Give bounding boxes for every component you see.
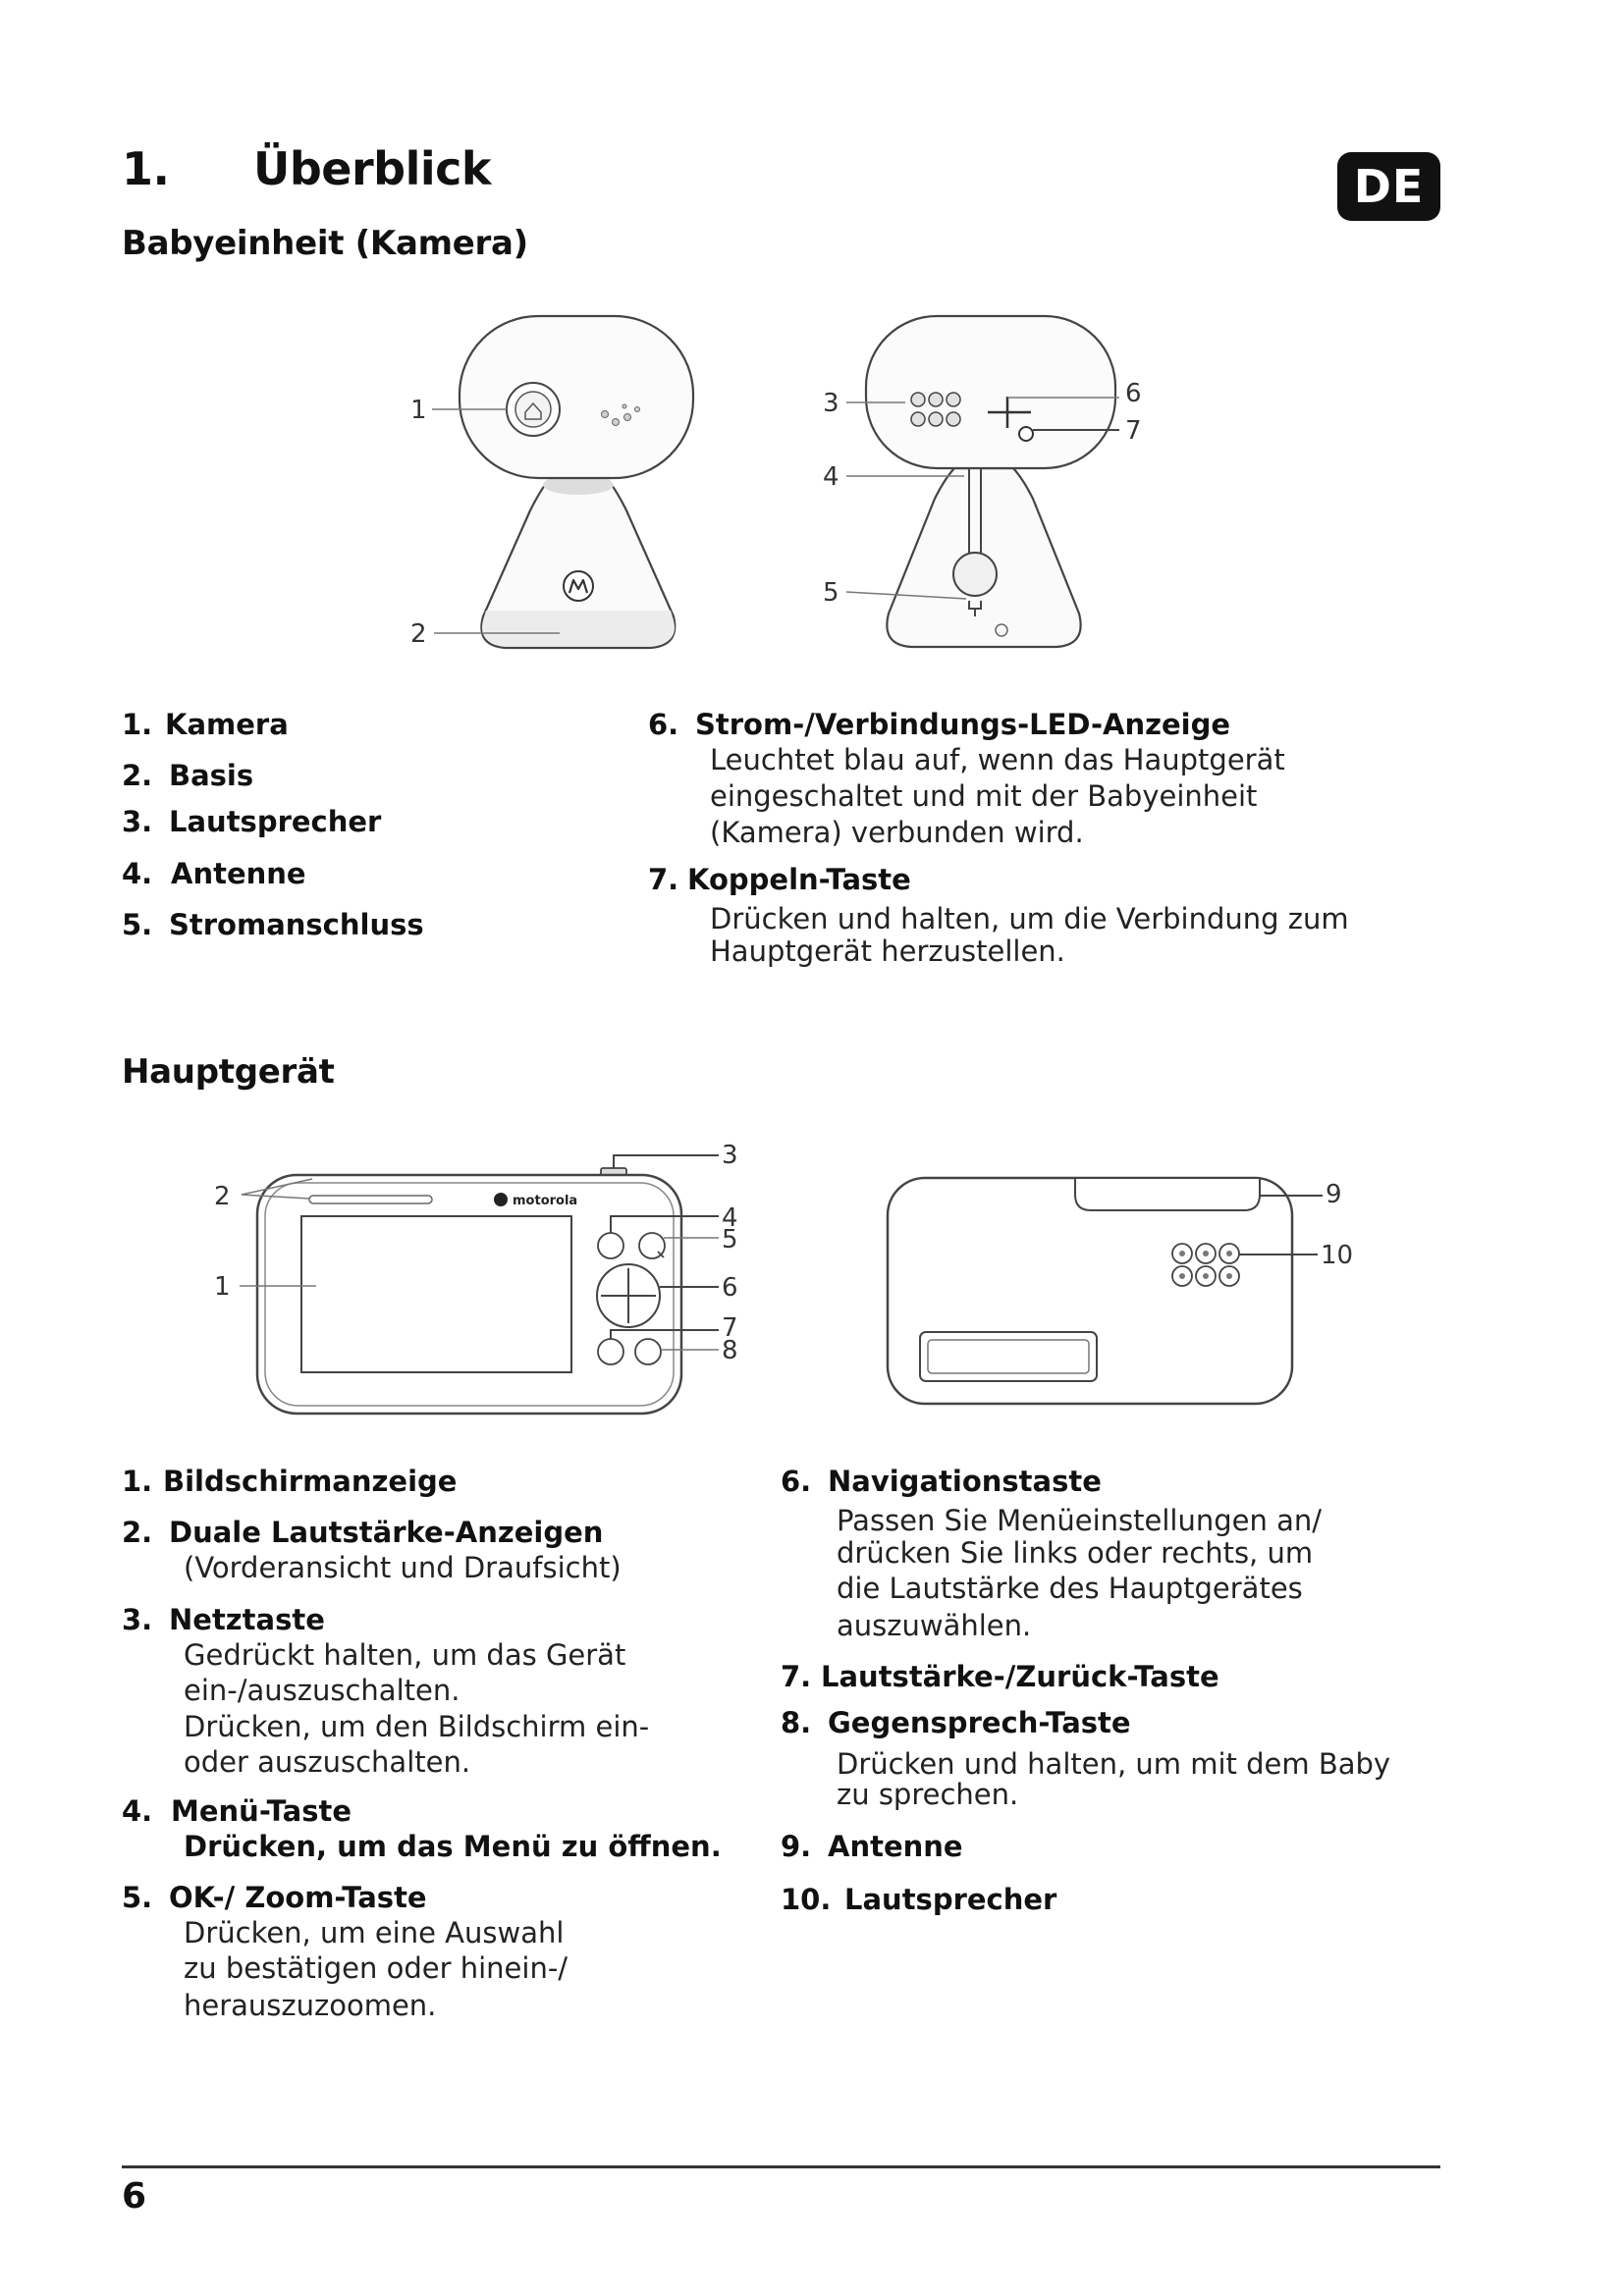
camera-item xyxy=(122,707,289,742)
item-number: 4. xyxy=(122,857,153,890)
item-description-line: zu bestätigen oder hinein-/ xyxy=(184,1951,568,1985)
figure-label: 5 xyxy=(823,578,839,608)
camera-item xyxy=(122,907,424,942)
camera-item xyxy=(122,804,381,839)
monitor-item xyxy=(781,1464,1102,1499)
item-description-line: (Kamera) verbunden wird. xyxy=(710,816,1084,849)
item-description-line: Passen Sie Menüeinstellungen an/ xyxy=(837,1504,1323,1537)
camera-item xyxy=(122,758,253,793)
item-number: 6. xyxy=(648,708,679,741)
item-description-line: die Lautstärke des Hauptgerätes xyxy=(837,1572,1303,1605)
monitor-item xyxy=(122,1880,427,1915)
monitor-item xyxy=(122,1515,603,1550)
item-label: OK-/ Zoom-Taste xyxy=(169,1881,427,1914)
item-description-line: Drücken und halten, um die Verbindung zum xyxy=(710,902,1349,935)
figure-label: 8 xyxy=(722,1336,738,1365)
monitor-antenna xyxy=(1075,1178,1260,1210)
camera-item xyxy=(648,862,911,897)
item-description-line: herauszuzoomen. xyxy=(184,1989,437,2022)
camera-back-view xyxy=(823,316,1142,647)
item-number: 1. xyxy=(122,1465,153,1498)
item-label: Antenne xyxy=(171,857,306,890)
item-label: Navigationstaste xyxy=(828,1465,1102,1498)
item-number: 4. xyxy=(122,1794,153,1828)
monitor-item xyxy=(122,1464,457,1499)
item-description-line: (Vorderansicht und Draufsicht) xyxy=(184,1551,622,1584)
figure-label: 2 xyxy=(214,1182,231,1211)
item-description-line: eingeschaltet und mit der Babyeinheit xyxy=(710,779,1258,813)
monitor-figure xyxy=(196,1134,1375,1428)
item-label: Duale Lautstärke-Anzeigen xyxy=(169,1516,604,1549)
figure-label: 1 xyxy=(214,1272,231,1302)
camera-head xyxy=(460,316,693,478)
monitor-item xyxy=(122,1602,325,1637)
figure-label: 3 xyxy=(722,1141,738,1170)
item-label: Netztaste xyxy=(169,1603,325,1636)
monitor-logo-text: motorola xyxy=(513,1194,578,1208)
monitor-back-view xyxy=(888,1178,1353,1404)
item-label: Koppeln-Taste xyxy=(687,863,911,896)
leader-line xyxy=(614,1155,719,1168)
figure-label: 4 xyxy=(823,462,839,492)
figure-label: 4 xyxy=(722,1203,738,1233)
item-label: Strom-/Verbindungs-LED-Anzeige xyxy=(695,708,1231,741)
item-number: 3. xyxy=(122,1603,153,1636)
section-number: 1. xyxy=(122,142,170,195)
item-description-line: zu sprechen. xyxy=(837,1778,1019,1811)
item-number: 6. xyxy=(781,1465,812,1498)
item-number: 8. xyxy=(781,1706,812,1739)
figure-label: 6 xyxy=(722,1273,738,1303)
item-label: Lautstärke-/Zurück-Taste xyxy=(821,1660,1219,1693)
item-number: 5. xyxy=(122,1881,153,1914)
figure-label: 9 xyxy=(1326,1180,1342,1209)
item-label: Basis xyxy=(169,759,254,792)
item-label: Bildschirmanzeige xyxy=(163,1465,458,1498)
item-description-line: Gedrückt halten, um das Gerät xyxy=(184,1638,626,1672)
item-description-line: Leuchtet blau auf, wenn das Hauptgerät xyxy=(710,743,1285,776)
motorola-logo-icon xyxy=(564,571,593,601)
figure-label: 6 xyxy=(1125,379,1142,408)
item-number: 10. xyxy=(781,1883,832,1916)
monitor-item xyxy=(781,1659,1219,1694)
item-label: Antenne xyxy=(828,1830,963,1863)
monitor-item xyxy=(122,1793,352,1829)
item-label: Stromanschluss xyxy=(169,908,424,941)
monitor-volume-indicator xyxy=(309,1196,432,1203)
figure-label: 7 xyxy=(1125,416,1142,446)
item-label: Gegensprech-Taste xyxy=(828,1706,1131,1739)
item-description-line: Hauptgerät herzustellen. xyxy=(710,934,1065,968)
figure-label: 7 xyxy=(722,1313,738,1343)
item-label: Kamera xyxy=(165,708,289,741)
item-number: 7. xyxy=(648,863,679,896)
talk-button-icon xyxy=(635,1339,661,1364)
monitor-screen xyxy=(301,1216,571,1372)
menu-button-icon xyxy=(598,1233,623,1258)
camera-lens xyxy=(515,392,551,427)
monitor-item xyxy=(781,1829,963,1864)
figure-label: 10 xyxy=(1321,1241,1354,1270)
item-label: Menü-Taste xyxy=(171,1794,352,1828)
camera-figure xyxy=(393,304,1178,667)
language-badge: DE xyxy=(1337,152,1440,221)
item-description-line: Drücken und halten, um mit dem Baby xyxy=(837,1747,1391,1781)
item-number: 2. xyxy=(122,1516,153,1549)
item-number: 3. xyxy=(122,805,153,838)
page-number: 6 xyxy=(122,2176,147,2216)
camera-front-view xyxy=(410,316,693,649)
item-number: 1. xyxy=(122,708,153,741)
monitor-heading: Hauptgerät xyxy=(122,1052,335,1092)
item-description-line: drücken Sie links oder rechts, um xyxy=(837,1536,1314,1570)
item-label: Lautsprecher xyxy=(169,805,382,838)
item-description-line: Drücken, um das Menü zu öffnen. xyxy=(184,1830,722,1863)
monitor-item xyxy=(781,1705,1131,1740)
item-description-line: Drücken, um den Bildschirm ein- xyxy=(184,1710,650,1743)
motorola-logo-icon xyxy=(494,1193,508,1206)
camera-item xyxy=(122,856,306,891)
camera-antenna-tip xyxy=(953,553,997,596)
item-description-line: oder auszuschalten. xyxy=(184,1745,471,1779)
item-label: Lautsprecher xyxy=(844,1883,1057,1916)
camera-item xyxy=(648,707,1230,742)
item-description-line: Drücken, um eine Auswahl xyxy=(184,1916,565,1949)
figure-label: 2 xyxy=(410,619,427,649)
item-description-line: auszuwählen. xyxy=(837,1609,1032,1642)
pair-button-icon xyxy=(1019,427,1033,441)
monitor-item xyxy=(781,1882,1056,1917)
camera-heading: Babyeinheit (Kamera) xyxy=(122,224,528,263)
footer-divider xyxy=(122,2165,1440,2168)
figure-label: 1 xyxy=(410,396,427,425)
camera-base-band xyxy=(482,611,675,646)
camera-head-back xyxy=(866,316,1115,468)
item-number: 9. xyxy=(781,1830,812,1863)
item-number: 7. xyxy=(781,1660,812,1693)
item-description-line: ein-/auszuschalten. xyxy=(184,1674,460,1707)
back-button-icon xyxy=(598,1339,623,1364)
figure-label: 5 xyxy=(722,1225,738,1255)
item-number: 2. xyxy=(122,759,153,792)
section-title: Überblick xyxy=(253,142,491,195)
monitor-front-view xyxy=(214,1141,738,1414)
item-number: 5. xyxy=(122,908,153,941)
figure-label: 3 xyxy=(823,389,839,418)
